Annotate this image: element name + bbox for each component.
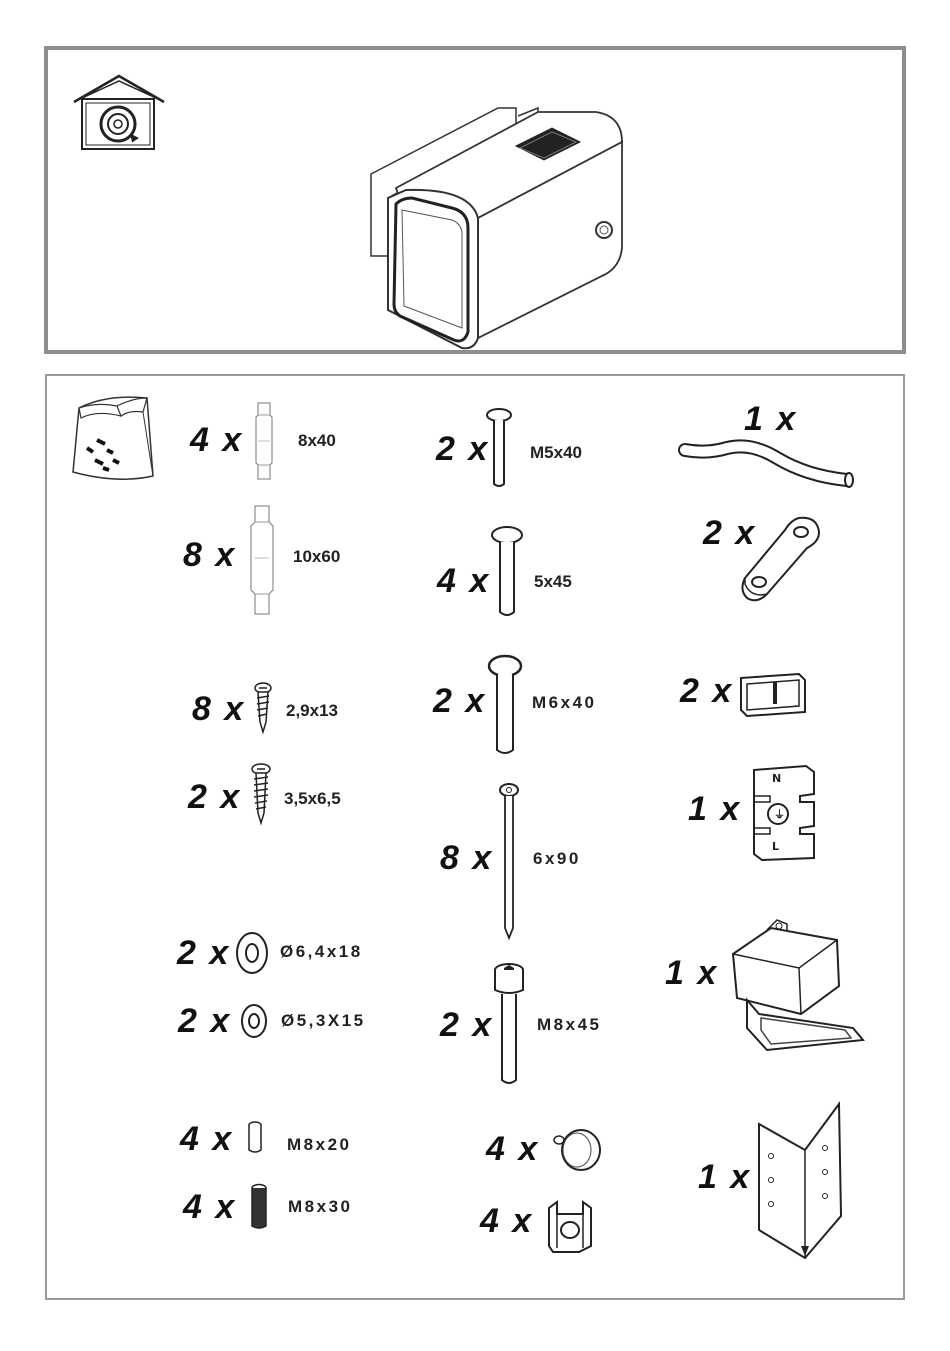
hose-icon [677,436,859,498]
hood-unit-icon [366,98,636,328]
terminal-block-icon [744,762,822,864]
cage-nut-icon [543,1194,597,1256]
wall-plug-icon [252,401,276,481]
part-qty: 4 x [486,1130,540,1168]
bracket-plate-icon [737,512,825,608]
part-size: Ø6,4x18 [280,942,363,961]
part-qty: 1 x [698,1158,752,1196]
spacer-icon [246,1120,264,1156]
part-qty: 8 x [440,839,494,877]
part-qty: 2 x [436,430,490,468]
part-qty: 2 x [178,1002,232,1040]
part-qty: 4 x [180,1120,234,1158]
part-size: 5x45 [534,572,572,591]
svg-text:L: L [772,840,780,853]
washer-icon [234,930,270,976]
spacer-icon [249,1182,269,1232]
parts-list-panel [45,374,905,1300]
part-size: 3,5x6,5 [284,789,341,808]
socket-bolt-icon [493,962,525,1088]
part-qty: 1 x [744,400,798,438]
part-size: M6x40 [532,693,597,712]
part-qty: 2 x [703,514,757,552]
washer-icon [239,1002,269,1040]
part-qty: 8 x [183,536,237,574]
part-size: M5x40 [530,443,582,462]
screw-icon [253,682,273,734]
part-qty: 1 x [688,790,742,828]
part-size: M8x20 [287,1135,352,1154]
part-qty: 2 x [177,934,231,972]
part-size: M8x45 [537,1015,602,1034]
cable-clamp-icon [735,668,811,720]
long-screw-icon [498,782,520,940]
part-qty: 4 x [437,562,491,600]
part-qty: 2 x [188,778,242,816]
part-size: M8x30 [288,1197,353,1216]
part-qty: 1 x [665,954,719,992]
svg-text:N: N [772,772,782,785]
part-size: 6x90 [533,849,581,868]
screw-icon [250,763,272,825]
part-size: 10x60 [293,547,341,566]
house-recirculation-icon [70,72,170,152]
part-size: Ø5,3X15 [281,1011,366,1030]
part-qty: 2 x [680,672,734,710]
part-size: 2,9x13 [286,701,338,720]
part-qty: 4 x [190,421,244,459]
product-panel [44,46,906,354]
svg-text:⏚: ⏚ [774,808,785,821]
bolt-icon [487,654,523,756]
part-size: 8x40 [298,431,336,450]
bolt-icon [485,408,513,488]
part-qty: 4 x [480,1202,534,1240]
cap-icon [547,1122,603,1174]
junction-box-icon [727,910,867,1054]
angle-bracket-icon [751,1098,845,1260]
parts-bag-icon [67,388,159,486]
wall-plug-icon [247,504,277,616]
bolt-icon [490,526,524,618]
part-qty: 4 x [183,1188,237,1226]
part-qty: 8 x [192,690,246,728]
part-qty: 2 x [433,682,487,720]
part-qty: 2 x [440,1006,494,1044]
